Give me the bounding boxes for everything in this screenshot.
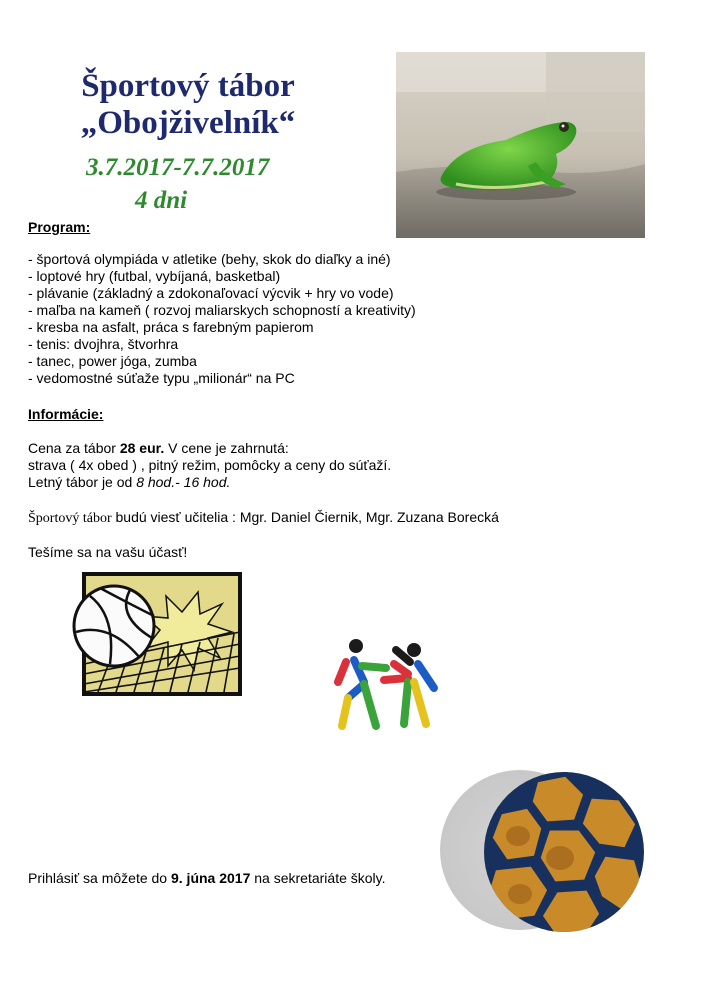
title-line-2: „Obojživelník“ bbox=[80, 105, 296, 141]
leaders-text: budú viesť učitelia : Mgr. Daniel Čiernik, Mgr. Zuzana Borecká bbox=[111, 509, 499, 525]
frog-image bbox=[396, 52, 645, 238]
leaders-line bbox=[28, 509, 499, 527]
title-line-1: Športový tábor bbox=[81, 68, 295, 104]
price-line bbox=[28, 440, 289, 457]
hours-line bbox=[28, 474, 230, 491]
program-item: - tanec, power jóga, zumba bbox=[28, 353, 197, 369]
price-prefix: Cena za tábor bbox=[28, 440, 120, 456]
program-item: - plávanie (základný a zdokonaľovací výcvik + hry vo vode) bbox=[28, 285, 394, 301]
program-item: - športová olympiáda v atletike (behy, skok do diaľky a iné) bbox=[28, 251, 391, 267]
registration-suffix: na sekretariáte školy. bbox=[250, 870, 386, 886]
hours-prefix: Letný tábor je od bbox=[28, 474, 137, 490]
program-item: - vedomostné súťaže typu „milionár“ na PC bbox=[28, 370, 295, 386]
sports-pictogram bbox=[334, 638, 442, 734]
registration-line bbox=[28, 870, 386, 887]
leaders-label: Športový tábor bbox=[28, 511, 112, 526]
ball-icon bbox=[440, 766, 646, 938]
frog-photo bbox=[396, 52, 645, 238]
program-item: - kresba na asfalt, práca s farebným papierom bbox=[28, 319, 314, 335]
camp-dates: 3.7.2017-7.7.2017 bbox=[86, 154, 270, 181]
includes-line: strava ( 4x obed ) , pitný režim, pomôcky a ceny do súťaží. bbox=[28, 457, 392, 473]
hours-value: 8 hod.- 16 hod. bbox=[136, 474, 231, 490]
price-value: 28 eur. bbox=[119, 440, 165, 456]
page-title bbox=[38, 68, 338, 142]
program-item: - tenis: dvojhra, štvorhra bbox=[28, 336, 179, 352]
program-item: - maľba na kameň ( rozvoj maliarskych schopností a kreativity) bbox=[28, 302, 416, 318]
registration-prefix: Prihlásiť sa môžete do bbox=[28, 870, 171, 886]
program-item: - loptové hry (futbal, vybíjaná, basketbal) bbox=[28, 268, 281, 284]
program-heading: Program: bbox=[28, 219, 91, 235]
camp-duration: 4 dni bbox=[135, 187, 188, 214]
athletes-icon bbox=[334, 638, 442, 734]
info-heading: Informácie: bbox=[28, 406, 104, 422]
price-suffix: V cene je zahrnutá: bbox=[164, 440, 289, 456]
handball-clipart bbox=[440, 766, 646, 938]
volleyball-icon bbox=[70, 572, 244, 698]
volleyball-clipart bbox=[70, 572, 244, 698]
registration-date: 9. júna 2017 bbox=[170, 870, 251, 886]
closing-line: Tešíme sa na vašu účasť! bbox=[28, 544, 188, 560]
